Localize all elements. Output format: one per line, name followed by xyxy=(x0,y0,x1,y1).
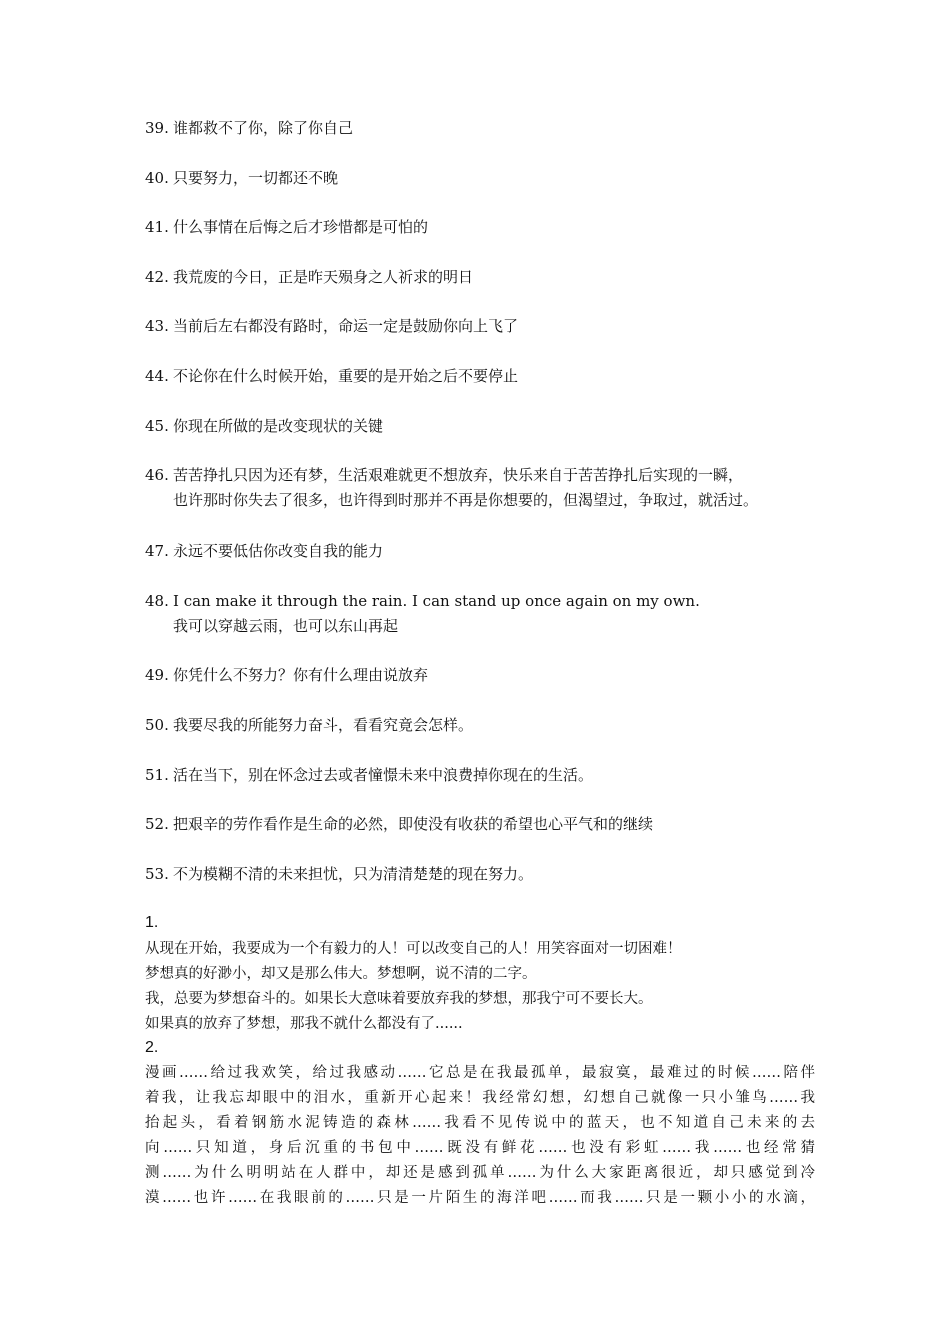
quote-item xyxy=(145,862,825,887)
quote-text: 我荒废的今日，正是昨天殒身之人祈求的明日 xyxy=(173,268,474,286)
quote-number: 44. xyxy=(145,367,169,385)
quote-number: 45. xyxy=(145,417,169,435)
quote-text: 谁都救不了你，除了你自己 xyxy=(173,119,354,137)
quote-item xyxy=(145,713,825,738)
quote-number: 42. xyxy=(145,268,169,286)
quote-item xyxy=(145,414,825,439)
quote-item xyxy=(145,265,825,290)
quote-text: 什么事情在后悔之后才珍惜都是可怕的 xyxy=(173,218,429,236)
quote-text: 你现在所做的是改变现状的关键 xyxy=(173,417,384,435)
quote-text: 活在当下，别在怀念过去或者憧憬未来中浪费掉你现在的生活。 xyxy=(173,766,594,784)
section-1-line: 梦想真的好渺小，却又是那么伟大。梦想啊，说不清的二字。 xyxy=(145,966,537,982)
section-1-line: 我，总要为梦想奋斗的。如果长大意味着要放弃我的梦想，那我宁可不要长大。 xyxy=(145,991,653,1007)
quote-item xyxy=(145,539,825,564)
quote-number: 49. xyxy=(145,666,169,684)
quote-item xyxy=(145,589,825,639)
quote-text: 当前后左右都没有路时，命运一定是鼓励你向上飞了 xyxy=(173,317,519,335)
quote-continuation: 我可以穿越云雨，也可以东山再起 xyxy=(173,617,399,635)
quote-item xyxy=(145,663,825,688)
quote-item xyxy=(145,763,825,788)
section-2-line: 漠……也许……在我眼前的……只是一片陌生的海洋吧……而我……只是一颗小小的水滴， xyxy=(145,1190,815,1206)
quote-number: 52. xyxy=(145,815,169,833)
quote-text: 你凭什么不努力？你有什么理由说放弃 xyxy=(173,666,429,684)
quote-number: 47. xyxy=(145,542,169,560)
quote-item xyxy=(145,364,825,389)
quote-item xyxy=(145,812,825,837)
quote-number: 50. xyxy=(145,716,169,734)
section-1-number: 1. xyxy=(145,914,159,931)
quote-number: 41. xyxy=(145,218,169,236)
quote-number: 48. xyxy=(145,592,169,610)
quote-item xyxy=(145,116,825,141)
quote-text: 我要尽我的所能努力奋斗，看看究竟会怎样。 xyxy=(173,716,474,734)
section-2-line: 抬起头，看着钢筋水泥铸造的森林……我看不见传说中的蓝天，也不知道自己未来的去 xyxy=(145,1115,815,1131)
quote-number: 46. xyxy=(145,466,169,484)
section-1-line: 如果真的放弃了梦想，那我不就什么都没有了...... xyxy=(145,1016,463,1032)
section-1-line: 从现在开始，我要成为一个有毅力的人！可以改变自己的人！用笑容面对一切困难！ xyxy=(145,941,682,957)
quote-text: 不为模糊不清的未来担忧，只为清清楚楚的现在努力。 xyxy=(173,865,534,883)
section-2-line: 测……为什么明明站在人群中，却还是感到孤单……为什么大家距离很近，却只感觉到冷 xyxy=(145,1165,815,1181)
quote-text: 苦苦挣扎只因为还有梦，生活艰难就更不想放弃，快乐来自于苦苦挣扎后实现的一瞬， xyxy=(173,466,744,484)
quote-text: 只要努力，一切都还不晚 xyxy=(173,169,339,187)
section-2-line: 向……只知道，身后沉重的书包中……既没有鲜花……也没有彩虹……我……也经常猜 xyxy=(145,1140,815,1156)
quote-number: 40. xyxy=(145,169,169,187)
section-2-paragraph xyxy=(145,1061,815,1211)
section-2-number: 2. xyxy=(145,1039,159,1056)
quote-item xyxy=(145,166,825,191)
quote-number: 53. xyxy=(145,865,169,883)
quote-number: 39. xyxy=(145,119,169,137)
quote-text: 把艰辛的劳作看作是生命的必然，即使没有收获的希望也心平气和的继续 xyxy=(173,815,654,833)
section-2-line: 漫画……给过我欢笑，给过我感动……它总是在我最孤单，最寂寞，最难过的时候……陪伴 xyxy=(145,1065,815,1081)
quote-number: 43. xyxy=(145,317,169,335)
section-2-line: 着我，让我忘却眼中的泪水，重新开心起来！我经常幻想，幻想自己就像一只小雏鸟……我 xyxy=(145,1090,815,1106)
quote-item xyxy=(145,215,825,240)
quote-text: I can make it through the rain. I can stand up once again on my own. xyxy=(173,592,700,610)
quote-number: 51. xyxy=(145,766,169,784)
quote-continuation: 也许那时你失去了很多，也许得到时那并不再是你想要的，但渴望过，争取过，就活过。 xyxy=(173,491,759,509)
quote-text: 永远不要低估你改变自我的能力 xyxy=(173,542,384,560)
quote-item xyxy=(145,314,825,339)
quote-item xyxy=(145,463,825,513)
quote-text: 不论你在什么时候开始，重要的是开始之后不要停止 xyxy=(173,367,519,385)
